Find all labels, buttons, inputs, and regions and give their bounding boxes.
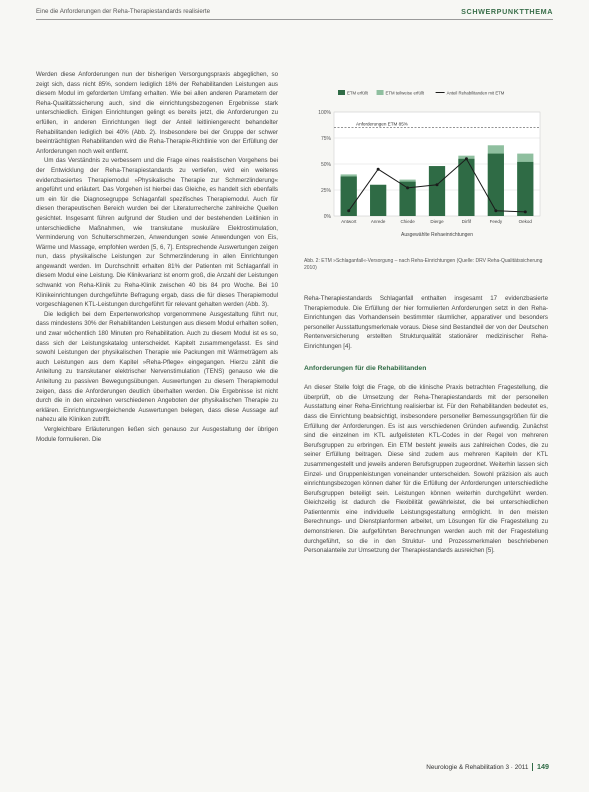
- paragraph: Vergleichbare Erläuterungen ließen sich genauso zur Ausgestaltung der übrigen Module formulieren. Die: [36, 425, 278, 443]
- legend-label: Anteil Rehabilitanden mit ETM: [446, 90, 505, 96]
- x-tick-label: Feedy: [489, 219, 503, 224]
- bar-fulfilled: [370, 185, 386, 216]
- line-point: [465, 157, 468, 160]
- bar-fulfilled: [488, 154, 504, 216]
- paragraph: Werden diese Anforderungen nun der bisherigen Versorgungspraxis abgeglichen, so zeigt sich, dass nicht 85%, sondern lediglich 18% der Rehabilitanden Leistungen aus diesem Modul im geforderten Umfang erhalten. Wie bei allen anderen Parametern der Reha-Qualitätssicherung auch, sind die einrichtungsbezogenen Ergebnisse stark unterschiedlich. Einigen Einrichtungen gelingt es bereits jetzt, die Anforderungen zu erfüllen, in anderen Einrichtungen liegt der Anteil leitliniengerecht behandelter Rehabilitanden lediglich bei 40% (Abb. 2). Insbesondere bei der Gruppe der schwer beeinträchtigten Rehabilitanden wird die Reha-Therapie-Richtlinie von der Erfüllung der Anforderungen noch weit entfernt.: [36, 71, 278, 155]
- section-label: SCHWERPUNKTTHEMA: [461, 7, 553, 16]
- x-tick-label: Dierge: [430, 219, 444, 224]
- x-axis-label: Ausgewählte Rehaeinrichtungen: [401, 232, 473, 238]
- bar-fulfilled: [429, 166, 445, 216]
- bar-fulfilled: [517, 162, 533, 216]
- y-tick-label: 25%: [320, 188, 331, 194]
- line-point: [524, 210, 527, 213]
- page-number: 149: [537, 762, 549, 771]
- running-title: Eine die Anforderungen der Reha-Therapiestandards realisierte: [36, 8, 211, 15]
- line-point: [347, 209, 350, 212]
- y-tick-label: 75%: [320, 136, 331, 142]
- line-point: [494, 209, 497, 212]
- y-tick-label: 0%: [323, 214, 331, 220]
- line-point: [377, 168, 380, 171]
- page-footer: [426, 762, 549, 771]
- y-tick-label: 100%: [318, 110, 331, 116]
- paragraph: Die lediglich bei dem Expertenworkshop vorgenommene Ausgestaltung führt nur, dass mindestens 30% der Rehabilitanden Leistungen aus diesem Modul erhalten sollen, und zwar wöchentlich 180 Minuten pro Rehabilitation. Auch zu diesem Modul ist es so, dass sich der Leistungskatalog unterscheidet. Kapitelt zusammengefasst. Es sind sowohl Leistungen der physikalischen Therapie wie Packungen mit Wärmeträgern als auch Leistungen aus dem Kapitel »Reha-Pflege« eingegangen. Hierzu zählt die Anleitung zu transkutaner elektrischer Nervenstimulation (TENS) genauso wie die Anleitung zu passiven Bewegungsübungen. Auswertungen zu diesem Therapiemodul zeigen, dass die Anforderungen deutlich überhalten werden. Die Ergebnisse ist nicht durch die in den einzelnen verschiedenen Angeboten der physikalischen Therapie zu erklären. Einrichtungsvergleichende Auswertungen belegen, dass diese Aussage auf nahezu alle Kliniken zutrifft.: [36, 310, 278, 424]
- legend-swatch: [377, 90, 384, 95]
- paragraph: An dieser Stelle folgt die Frage, ob die klinische Praxis betrachten Fragestellung, die überprüft, ob die Umsetzung der Reha-Therapiestandards mit der personellen Ausstattung einer Reha-Einrichtung realisierbar ist. Für den Rehabilitanden bedeutet es, dass die Einrichtung beabsichtigt, insbesondere personeller Bemessungsgrößen für die Erfüllung der Anforderungen. Es ist aus verschiedenen Gründen aufwendig. Zunächst sind die einzelnen im KTL aufgelisteten KTL-Codes in der Regel von mehreren Berufsgruppen zu erbringen. Ein ETM besteht jeweils aus zahlreichen Codes, die zu seiner Erfüllung beitragen. Diese sind zudem aus mehreren Kapiteln der KTL zusammengestellt und jeweils anderen Berufsgruppen zugeordnet. Weiterhin lassen sich Einzel- und Gruppenleistungen voneinander unterscheiden. Sowohl präzision als auch einrichtungsbezogen können daher für die Erfüllung der Anforderungen unterschiedliche Berufsgruppen beteiligt sein. Leistungen können weiterhin durchgeführt werden. Gleichzeitig ist dadurch die Flexibilität gewährleistet, die bei unterschiedlichen Patientenmix eine individuelle Leistungsgestaltung ermöglicht. In den meisten Berechnungs- und Dienstplanformen arbeitet, um Lösungen für die Fragestellung zu demonstrieren. Die aufgeführten Berechnungen werden auch mit der Fragestellung durchgeführt, so die in den Struktur- und Prozessmerkmalen beschriebenen Personalanteile zur Umsetzung der Therapiestandards ausreichen [5].: [304, 384, 548, 555]
- legend-label: ETM erfüllt: [347, 90, 368, 96]
- y-tick-label: 50%: [320, 162, 331, 168]
- legend-label: ETM teilweise erfüllt: [385, 90, 425, 96]
- journal-name: Neurologie & Rehabilitation 3 · 2011: [426, 764, 529, 771]
- x-tick-label: Chiede: [400, 219, 415, 224]
- paragraph: Reha-Therapiestandards Schlaganfall enthalten insgesamt 17 evidenzbasierte Therapiemodule. Die Erfüllung der hier formulierten Anforderungen setzt in den Reha-Einrichtungen das Vorhandensein bestimmter räumlicher, apparativer und besonders personeller Ausstattungsmerkmale voraus. Diese sind Bestandteil der von der Deutschen Rentenversicherung erstellten Strukturqualität stationärer medizinischer Reha-Einrichtungen [4].: [304, 295, 548, 350]
- right-column: [304, 294, 548, 556]
- legend-swatch: [338, 90, 345, 95]
- bar-line-chart: [304, 80, 548, 256]
- footer-divider: [532, 763, 533, 771]
- bar-fulfilled: [458, 159, 474, 216]
- threshold-label: Anforderungen ETM 85%: [356, 121, 408, 127]
- x-tick-label: Oekod: [518, 219, 532, 224]
- section-heading: Anforderungen für die Rehabilitanden: [304, 364, 427, 372]
- left-column: [36, 70, 278, 444]
- header-rule: [36, 19, 553, 20]
- paragraph: Um das Verständnis zu verbessern und die Frage eines realistischen Vorgehens bei der Entwicklung der Reha-Therapiestandards zu vertiefen, wird ein weiteres evidenzbasiertes Therapiemodul »Physikalische Therapie zur Schmerzlinderung« angeführt und erläutert. Das Vorgehen ist hierbei das Gleiche, es handelt sich ebenfalls um ein für die Diagnosegruppe Schlaganfall spezifisches Therapiemodul. Auch für diesen therapeutischen Bereich wurden bei der Literaturrecherche zahlreiche Quellen gesichtet. Insgesamt führen aufgrund der Studien und der bestehenden Leitlinien in unterschiedliche Maßnahmen, wie transkutane muskuläre Elektrostimulation, Verminderung von Schulterschmerzen, Anwendungen sowie Anwendungen von Eis, Wärme und Massage, empfohlen werden [5, 6, 7]. Entsprechende Auswertungen zeigen nun, dass physikalische Leistungen zur Schmerzlinderung in allen Einrichtungen angewandt werden. Im Durchschnitt erhalten 81% der Patienten mit Schlaganfall in diesem Modul eine Leistung. Die Klinikvarianz ist enorm groß, die Anzahl der Leistungen schwankt von Reha-Klinik zu Reha-Klinik zwischen 40 bis 84 pro Woche. Bei 10 Klinikeinrichtungen durchgeführte Befragung ergab, dass die für dieses Therapiemodul vorgeschlagenen KTL-Leistungen durchgeführt für relevant gehalten werden (Abb. 3).: [36, 157, 278, 309]
- line-point: [406, 186, 409, 189]
- figure-caption: Abb. 2: ETM »Schlaganfall«-Versorgung – nach Reha-Einrichtungen (Quelle: DRV Reha-Qualitätssicherung 2010): [304, 258, 543, 271]
- x-tick-label: Anrede: [370, 219, 386, 224]
- x-tick-label: Dirfif: [461, 219, 472, 224]
- line-point: [436, 183, 439, 186]
- figure-chart: [304, 80, 548, 256]
- x-tick-label: Antwort: [341, 219, 357, 224]
